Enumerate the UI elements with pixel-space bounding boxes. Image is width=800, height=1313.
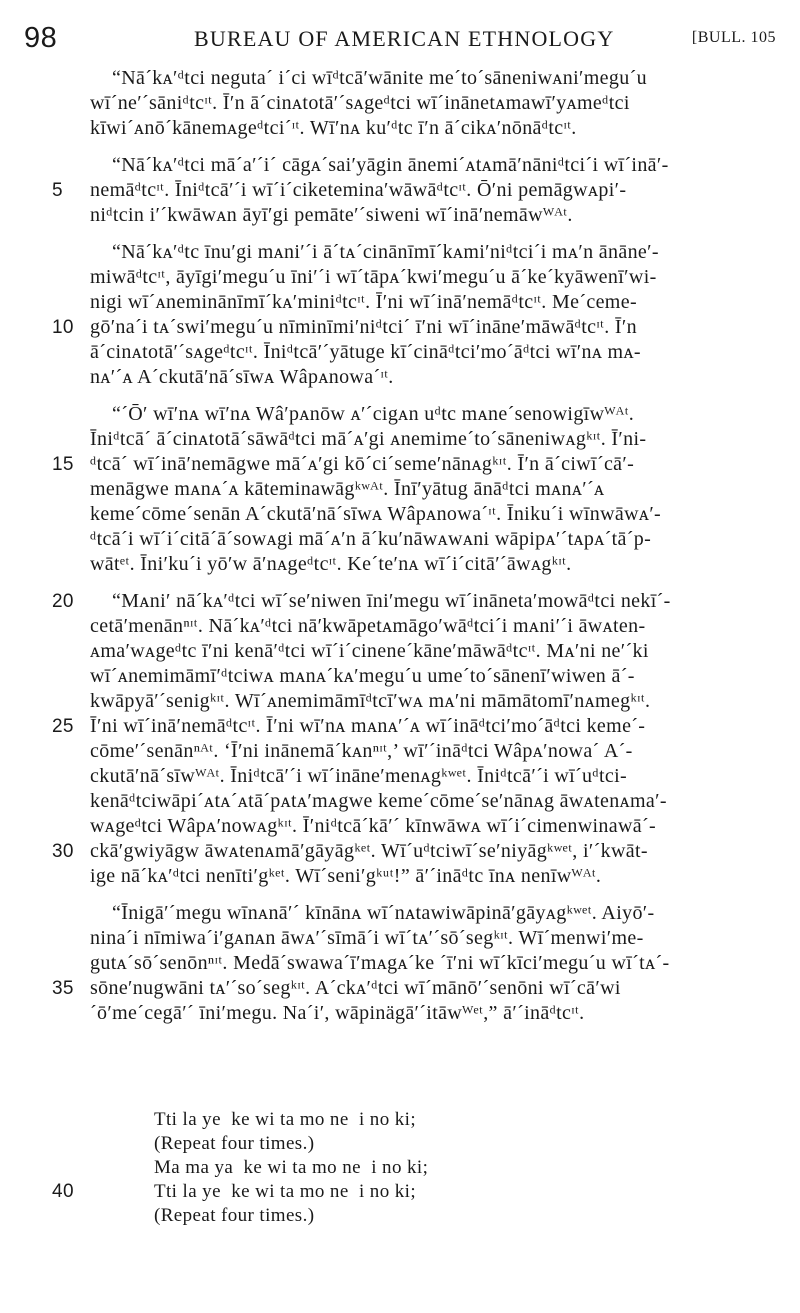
line-text: “Nāˊkᴀ′ᵈtci negutaˊ iˊci wīᵈtcā′wānite meˊtoˊsāneniwᴀni′meguˊu — [112, 67, 647, 89]
line-text: ᵈtcāˊ wīˊinā′nemāgwe māˊᴀ′gi kōˊciˊseme′nānᴀgᵏᶦᵗ. Ī′n āˊciwīˊcā′- — [90, 453, 635, 475]
text-line — [24, 340, 779, 365]
line-text: wātᵉᵗ. Īni′kuˊi yō′w ā′nᴀgeᵈtcᶦᵗ. Keˊte′nᴀ wīˊiˊcitā′ˊāwᴀgᵏᶦᵗ. — [90, 553, 572, 575]
line-text: ninaˊi nīmiwaˊi′gᴀnᴀn āwᴀ′ˊsīmāˊi wīˊtᴀ′ˊsōˊsegᵏᶦᵗ. Wīˊmenwi′me- — [90, 927, 644, 949]
text-line — [24, 864, 779, 889]
line-text: wīˊᴀnemimāmī′ᵈtciwᴀ mᴀnᴀˊkᴀ′meguˊu umeˊtoˊsānenī′wiwen āˊ- — [90, 665, 635, 687]
line-text: kwāpyā′ˊsenigᵏᶦᵗ. Wīˊᴀnemimāmīᵈtcī′wᴀ mᴀ′ni māmātomī′nᴀmegᵏᶦᵗ. — [90, 690, 651, 712]
line-text: wᴀgeᵈtci Wâpᴀ′nowᴀgᵏᶦᵗ. Ī′niᵈtcāˊkā′ˊ kīnwāwᴀ wīˊiˊcimenwinawāˊ- — [90, 815, 657, 837]
text-line — [24, 926, 779, 951]
line-text: ckā′gwiyāgw āwᴀtenᴀmā′gāyāgᵏᵉᵗ. Wīˊuᵈtciwīˊse′niyāgᵏʷᵉᵗ, i′ˊkwāt- — [90, 840, 648, 862]
song-text-line: Tti la ye ke wi ta mo ne i no ki; — [154, 1181, 417, 1202]
line-text: cōme′ˊsenānⁿᴬᵗ. ‘Ī′ni inānemāˊkᴀnⁿᶦᵗ,’ wī′ˊināᵈtci Wâpᴀ′nowaˊ Aˊ- — [90, 740, 633, 762]
paragraph-gap — [24, 390, 779, 402]
line-text: sōne′nugwāni tᴀ′ˊsoˊsegᵏᶦᵗ. Aˊckᴀ′ᵈtci wīˊmānō′ˊsenōni wīˊcā′wi — [90, 977, 621, 999]
line-text: ckutā′nāˊsīwᵂᴬᵗ. Īniᵈtcā′ˊi wīˊināne′menᴀgᵏʷᵉᵗ. Īniᵈtcā′ˊi wīˊuᵈtci- — [90, 765, 628, 787]
line-text: kenāᵈtciwāpiˊᴀtᴀˊᴀtāˊpᴀtᴀ′mᴀgwe kemeˊcōmeˊse′nānᴀg āwᴀtenᴀma′- — [90, 790, 667, 812]
text-line — [24, 402, 779, 427]
text-line — [24, 240, 779, 265]
line-text: ˊō′meˊcegā′ˊ īni′megu. Naˊi′, wāpinägā′ˊitāwᵂᵉᵗ,” ā′ˊināᵈtcᶦᵗ. — [90, 1002, 585, 1024]
song-line — [24, 1156, 779, 1180]
text-line — [24, 365, 779, 390]
text-line — [24, 614, 779, 639]
line-text: miwāᵈtcᶦᵗ, āyīgi′meguˊu īni′ˊi wīˊtāpᴀˊkwi′meguˊu āˊkeˊkyāwenī′wi- — [90, 266, 657, 288]
text-line — [24, 203, 779, 228]
line-text: gutᴀˊsōˊsenōnⁿᶦᵗ. Medāˊswawaˊī′mᴀgᴀˊke ˊī′ni wīˊkīci′meguˊu wīˊtᴀˊ- — [90, 952, 670, 974]
line-text: nemāᵈtcᶦᵗ. Īniᵈtcā′ˊi wīˊiˊciketemina′wāwāᵈtcᶦᵗ. Ō′ni pemāgwᴀpi′- — [90, 179, 627, 201]
line-number: 10 — [52, 317, 74, 338]
text-line — [24, 527, 779, 552]
text-line — [24, 153, 779, 178]
line-text: “ˊŌ′ wī′nᴀ wī′nᴀ Wâ′pᴀnōw ᴀ′ˊcigᴀn uᵈtc mᴀneˊsenowigīwᵂᴬᵗ. — [112, 403, 635, 425]
line-text: nigi wīˊᴀneminānīmīˊkᴀ′miniᵈtcᶦᵗ. Ī′ni wīˊinā′nemāᵈtcᶦᵗ. Meˊceme- — [90, 291, 637, 313]
text-line — [24, 839, 779, 864]
text-line — [24, 315, 779, 340]
text-line — [24, 265, 779, 290]
line-text: menāgwe mᴀnᴀˊᴀ kāteminawāgᵏʷᴬᵗ. Īnī′yātug ānāᵈtci mᴀnᴀ′ˊᴀ — [90, 478, 605, 500]
text-line — [24, 91, 779, 116]
page-header — [24, 22, 776, 62]
song-line — [24, 1108, 779, 1132]
line-text: Īniᵈtcāˊ āˊcinᴀtotāˊsāwāᵈtci māˊᴀ′gi ᴀnemimeˊtoˊsāneniwᴀgᵏᶦᵗ. Ī′ni- — [90, 428, 647, 450]
text-line — [24, 976, 779, 1001]
text-line — [24, 714, 779, 739]
song-text-line: Ma ma ya ke wi ta mo ne i no ki; — [154, 1157, 429, 1178]
text-line — [24, 639, 779, 664]
paragraph-gap — [24, 889, 779, 901]
text-line — [24, 178, 779, 203]
paragraph-gap — [24, 577, 779, 589]
text-line — [24, 452, 779, 477]
song-line — [24, 1204, 779, 1228]
line-text: āˊcinᴀtotā′ˊsᴀgeᵈtcᶦᵗ. Īniᵈtcā′ˊyātuge kīˊcināᵈtci′moˊāᵈtci wī′nᴀ mᴀ- — [90, 341, 641, 363]
line-number: 30 — [52, 841, 74, 862]
line-text: wīˊne′ˊsāniᵈtcᶦᵗ. Ī′n āˊcinᴀtotā′ˊsᴀgeᵈtci wīˊinānetᴀmawī′yᴀmeᵈtci — [90, 92, 630, 114]
body-text — [24, 66, 779, 1026]
song-text — [24, 1108, 779, 1228]
line-text: “Īnigā′ˊmegu wīnᴀnā′ˊ kīnānᴀ wīˊnᴀtawiwāpinā′gāyᴀgᵏʷᵉᵗ. Aiyō′- — [112, 902, 655, 924]
text-line — [24, 116, 779, 141]
line-number: 15 — [52, 454, 74, 475]
line-text: gō′naˊi tᴀˊswi′meguˊu nīminīmi′niᵈtciˊ ī′ni wīˊināne′māwāᵈtcᶦᵗ. Ī′n — [90, 316, 637, 338]
line-number: 40 — [52, 1181, 74, 1202]
text-line — [24, 739, 779, 764]
song-text-line: (Repeat four times.) — [154, 1133, 315, 1154]
paragraph-gap — [24, 141, 779, 153]
line-number: 25 — [52, 716, 74, 737]
line-text: ige nāˊkᴀ′ᵈtci nenīti′gᵏᵉᵗ. Wīˊseni′gᵏᵘᵗ!” ā′ˊināᵈtc īnᴀ nenīwᵂᴬᵗ. — [90, 865, 602, 887]
line-number: 35 — [52, 978, 74, 999]
page-number: 98 — [24, 22, 58, 54]
line-text: kemeˊcōmeˊsenān Aˊckutā′nāˊsīwᴀ Wâpᴀnowaˊᶦᵗ. Īnikuˊi wīnwāwᴀ′- — [90, 503, 662, 525]
line-text: “Nāˊkᴀ′ᵈtci māˊa′ˊiˊ cāgᴀˊsai′yāgin ānemiˊᴀtᴀmā′nāniᵈtciˊi wīˊinā′- — [112, 154, 669, 176]
line-text: niᵈtcin i′ˊkwāwᴀn āyī′gi pemāte′ˊsiweni wīˊinā′nemāwᵂᴬᵗ. — [90, 204, 573, 226]
text-line — [24, 589, 779, 614]
running-title: BUREAU OF AMERICAN ETHNOLOGY — [194, 26, 615, 51]
line-text: “Nāˊkᴀ′ᵈtc īnu′gi mᴀni′ˊi āˊtᴀˊcinānīmīˊkᴀmi′niᵈtciˊi mᴀ′n ānāne′- — [112, 241, 659, 263]
text-line — [24, 689, 779, 714]
text-line — [24, 664, 779, 689]
bulletin-reference: [BULL. 105 — [691, 29, 776, 46]
line-text: ᴀma′wᴀgeᵈtc ī′ni kenā′ᵈtci wīˊiˊcineneˊkāne′māwāᵈtcᶦᵗ. Mᴀ′ni ne′ˊki — [90, 640, 649, 662]
song-line — [24, 1180, 779, 1204]
text-line — [24, 1001, 779, 1026]
line-text: “Mᴀni′ nāˊkᴀ′ᵈtci wīˊse′niwen īni′megu wīˊināneta′mowāᵈtci nekīˊ- — [112, 590, 671, 612]
line-number: 20 — [52, 591, 74, 612]
line-number: 5 — [52, 180, 63, 201]
text-line — [24, 901, 779, 926]
text-line — [24, 552, 779, 577]
line-text: kīwiˊᴀnōˊkānemᴀgeᵈtciˊᶦᵗ. Wī′nᴀ ku′ᵈtc ī′n āˊcikᴀ′nōnāᵈtcᶦᵗ. — [90, 117, 577, 139]
text-line — [24, 789, 779, 814]
line-text: nᴀ′ˊᴀ Aˊckutā′nāˊsīwᴀ Wâpᴀnowaˊᶦᵗ. — [90, 366, 394, 388]
text-line — [24, 502, 779, 527]
song-text-line: (Repeat four times.) — [154, 1205, 315, 1226]
text-line — [24, 814, 779, 839]
text-line — [24, 477, 779, 502]
song-text-line: Tti la ye ke wi ta mo ne i no ki; — [154, 1109, 417, 1130]
text-line — [24, 66, 779, 91]
text-line — [24, 951, 779, 976]
line-text: cetā′menānⁿᶦᵗ. Nāˊkᴀ′ᵈtci nā′kwāpetᴀmāgo′wāᵈtciˊi mᴀni′ˊi āwᴀten- — [90, 615, 646, 637]
text-line — [24, 427, 779, 452]
song-line — [24, 1132, 779, 1156]
text-line — [24, 290, 779, 315]
text-line — [24, 764, 779, 789]
paragraph-gap — [24, 228, 779, 240]
line-text: Ī′ni wīˊinā′nemāᵈtcᶦᵗ. Ī′ni wī′nᴀ mᴀnᴀ′ˊᴀ wīˊināᵈtci′moˊāᵈtci kemeˊ- — [90, 715, 646, 737]
line-text: ᵈtcāˊi wīˊiˊcitāˊāˊsowᴀgi māˊᴀ′n āˊku′nāwᴀwᴀni wāpipᴀ′ˊtᴀpᴀˊtāˊp- — [90, 528, 652, 550]
